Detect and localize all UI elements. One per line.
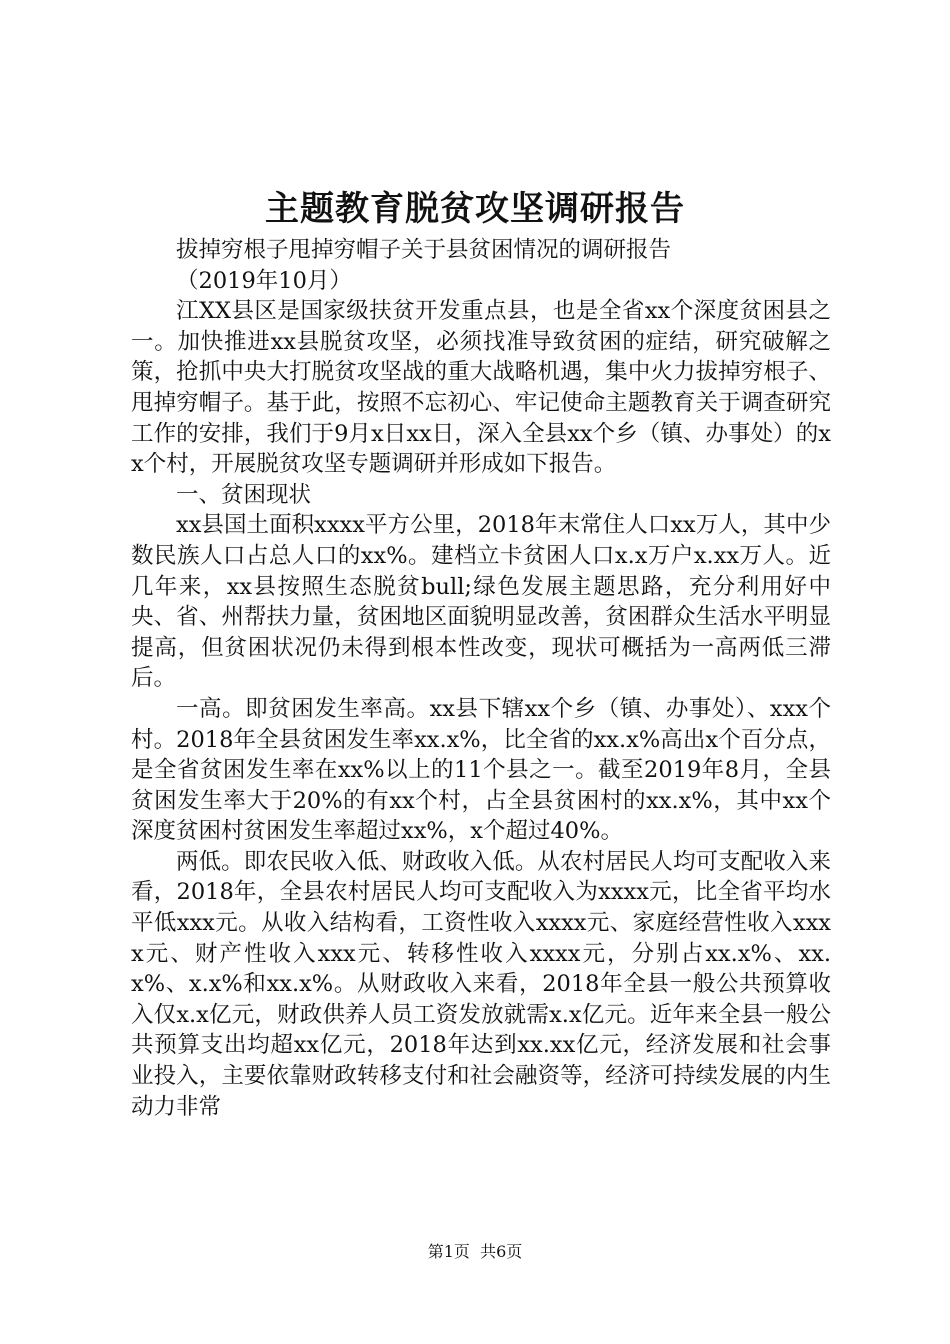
one-high-paragraph: 一高。即贫困发生率高。xx县下辖xx个乡（镇、办事处）、xxx个村。2018年全县贫困发生率xx.x%，比全省的xx.x%高出x个百分点，是全省贫困发生率在xx%以上的11个县之一。截至2019年8月，全县贫困发生率大于20%的有xx个村，占全县贫困村的xx.x%，其中xx个深度贫困村贫困发生率超过xx%，x个超过40%。: [131, 695, 831, 845]
report-subtitle: 拔掉穷根子甩掉穷帽子关于县贫困情况的调研报告: [176, 237, 672, 263]
document-body: [131, 235, 831, 1122]
intro-paragraph: 江XX县区是国家级扶贫开发重点县，也是全省xx个深度贫困县之一。加快推进xx县脱贫攻坚，必须找准导致贫困的症结，研究破解之策，抢抓中央大打脱贫攻坚战的重大战略机遇，集中火力拔掉穷根子、甩掉穷帽子。基于此，按照不忘初心、牢记使命主题教育关于调查研究工作的安排，我们于9月x日xx日，深入全县xx个乡（镇、办事处）的xx个村，开展脱贫攻坚专题调研并形成如下报告。: [131, 298, 831, 478]
two-low-paragraph: 两低。即农民收入低、财政收入低。从农村居民人均可支配收入来看，2018年，全县农村居民人均可支配收入为xxxx元，比全省平均水平低xxx元。从收入结构看，工资性收入xxxx元、家庭经营性收入xxxx元、财产性收入xxx元、转移性收入xxxx元，分别占xx.x%、xx.x%、x.x%和xx.x%。从财政收入来看，2018年全县一般公共预算收入仅x.x亿元，财政供养人员工资发放就需x.x亿元。近年来全县一般公共预算支出均超xx亿元，2018年达到xx.xx亿元，经济发展和社会事业投入，主要依靠财政转移支付和社会融资等，经济可持续发展的内生动力非常: [131, 848, 831, 1120]
status-paragraph: xx县国土面积xxxx平方公里，2018年末常住人口xx万人，其中少数民族人口占总人口的xx%。建档立卡贫困人口x.x万户x.xx万人。近几年来，xx县按照生态脱贫bull;绿色发展主题思路，充分利用好中央、省、州帮扶力量，贫困地区面貌明显改善，贫困群众生活水平明显提高，但贫困状况仍未得到根本性改变，现状可概括为一高两低三滞后。: [131, 512, 831, 692]
section-heading-poverty-status: 一、贫困现状: [176, 481, 312, 508]
page-number-footer: 第1页 共6页: [427, 1242, 523, 1261]
document-title: 主题教育脱贫攻坚调研报告: [265, 189, 685, 229]
report-date: （2019年10月）: [176, 267, 352, 294]
